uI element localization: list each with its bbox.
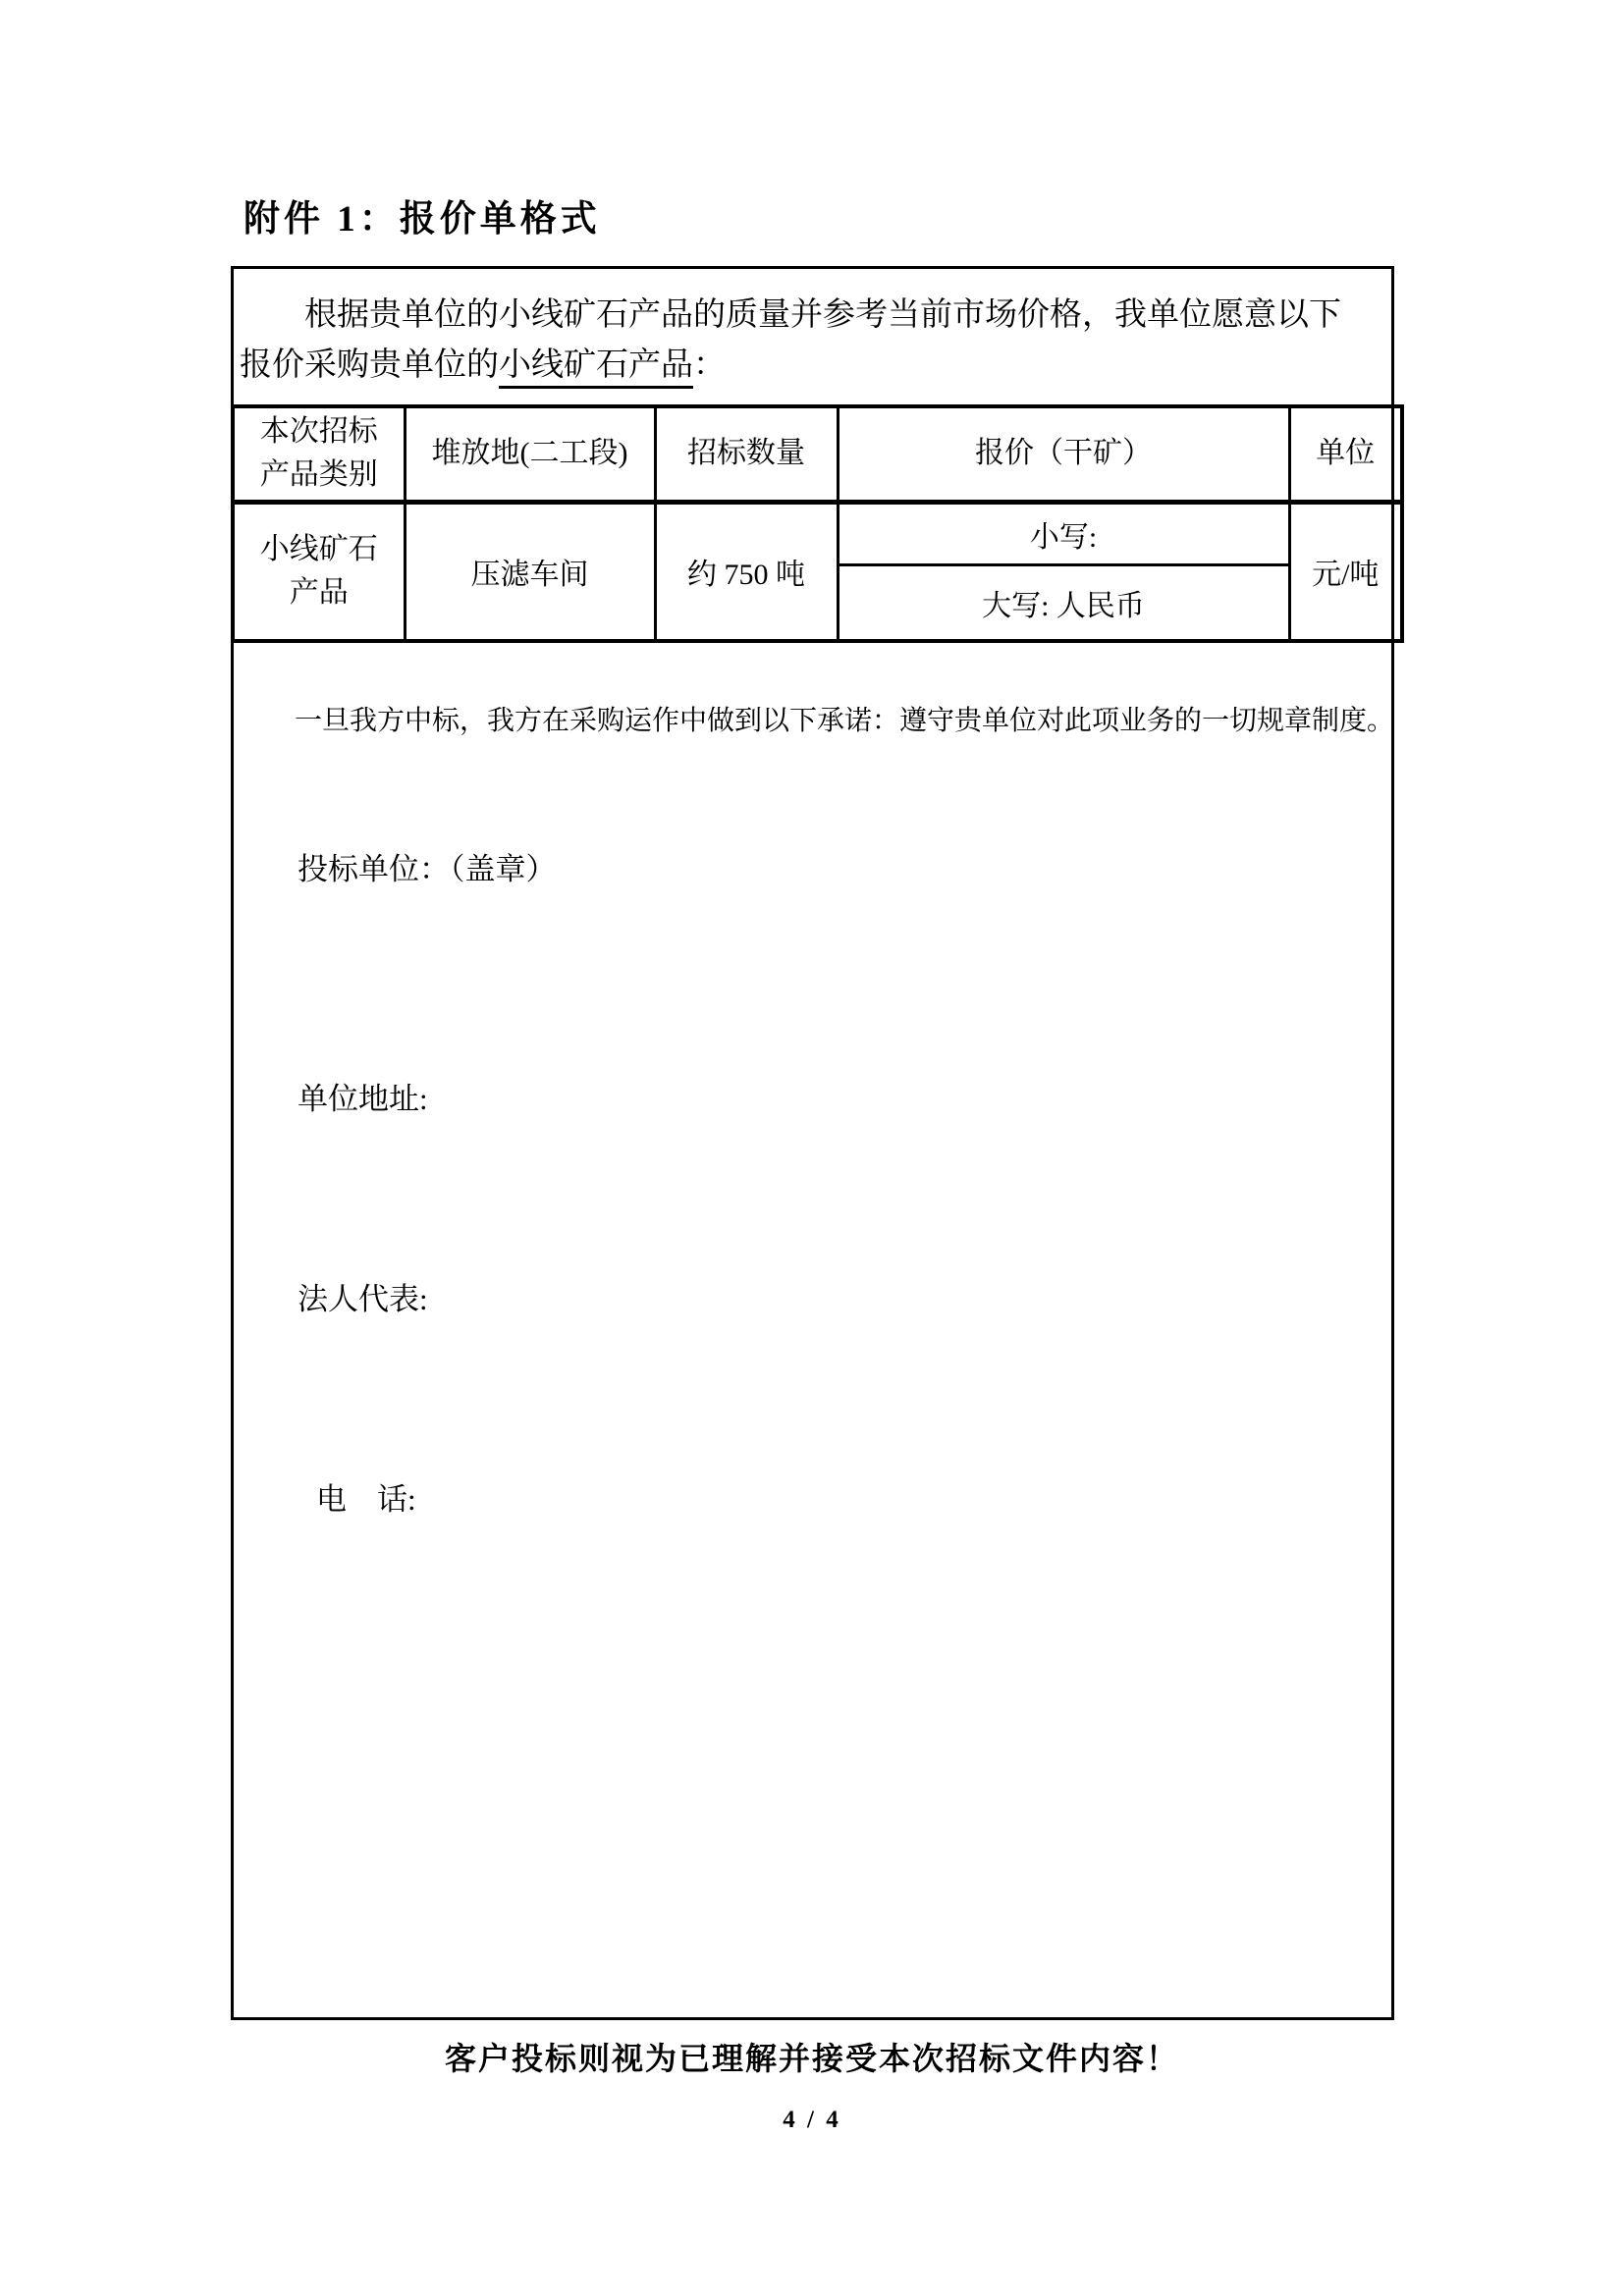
header-cell-location: 堆放地(二工段) xyxy=(405,406,655,502)
header-category-line2: 产品类别 xyxy=(259,458,378,492)
cell-location: 压滤车间 xyxy=(405,502,655,641)
header-cell-category xyxy=(233,406,405,502)
cell-price-numerals: 小写: xyxy=(838,502,1289,564)
quotation-table xyxy=(231,404,1404,643)
header-cell-quantity: 招标数量 xyxy=(655,406,838,502)
cell-product-category xyxy=(233,502,405,641)
cell-price-words: 大写: 人民币 xyxy=(838,564,1289,641)
intro-line-1: 根据贵单位的小线矿石产品的质量并参考当前市场价格，我单位愿意以下 xyxy=(304,297,1341,333)
legal-representative-label: 法人代表: xyxy=(298,1282,428,1316)
header-category-line1: 本次招标 xyxy=(259,415,378,449)
unit-address-label: 单位地址: xyxy=(298,1082,428,1116)
intro-paragraph xyxy=(240,291,1387,391)
intro-line-2 xyxy=(240,341,1387,391)
bidder-unit-label: 投标单位：（盖章） xyxy=(298,852,557,886)
cell-category-line1: 小线矿石 xyxy=(259,533,378,566)
phone-label: 电 话: xyxy=(316,1482,416,1517)
page-title: 附件 1：报价单格式 xyxy=(244,199,601,240)
cell-unit: 元/吨 xyxy=(1289,502,1402,641)
table-data-row xyxy=(233,502,1402,564)
header-cell-unit: 单位 xyxy=(1289,406,1402,502)
header-cell-price: 报价（干矿） xyxy=(838,406,1289,502)
page-number: 4 / 4 xyxy=(783,2107,841,2133)
underlined-product-name: 小线矿石产品 xyxy=(499,346,693,389)
cell-quantity: 约 750 吨 xyxy=(655,502,838,641)
footer-note: 客户投标则视为已理解并接受本次招标文件内容！ xyxy=(444,2041,1179,2076)
intro-line-2-suffix: ： xyxy=(693,347,726,383)
quotation-box xyxy=(231,266,1394,2020)
table-header-row xyxy=(233,406,1402,502)
cell-category-line2: 产品 xyxy=(289,576,349,610)
commitment-text: 一旦我方中标，我方在采购运作中做到以下承诺：遵守贵单位对此项业务的一切规章制度。 xyxy=(295,706,1395,736)
intro-line-2-prefix: 报价采购贵单位的 xyxy=(240,347,499,383)
